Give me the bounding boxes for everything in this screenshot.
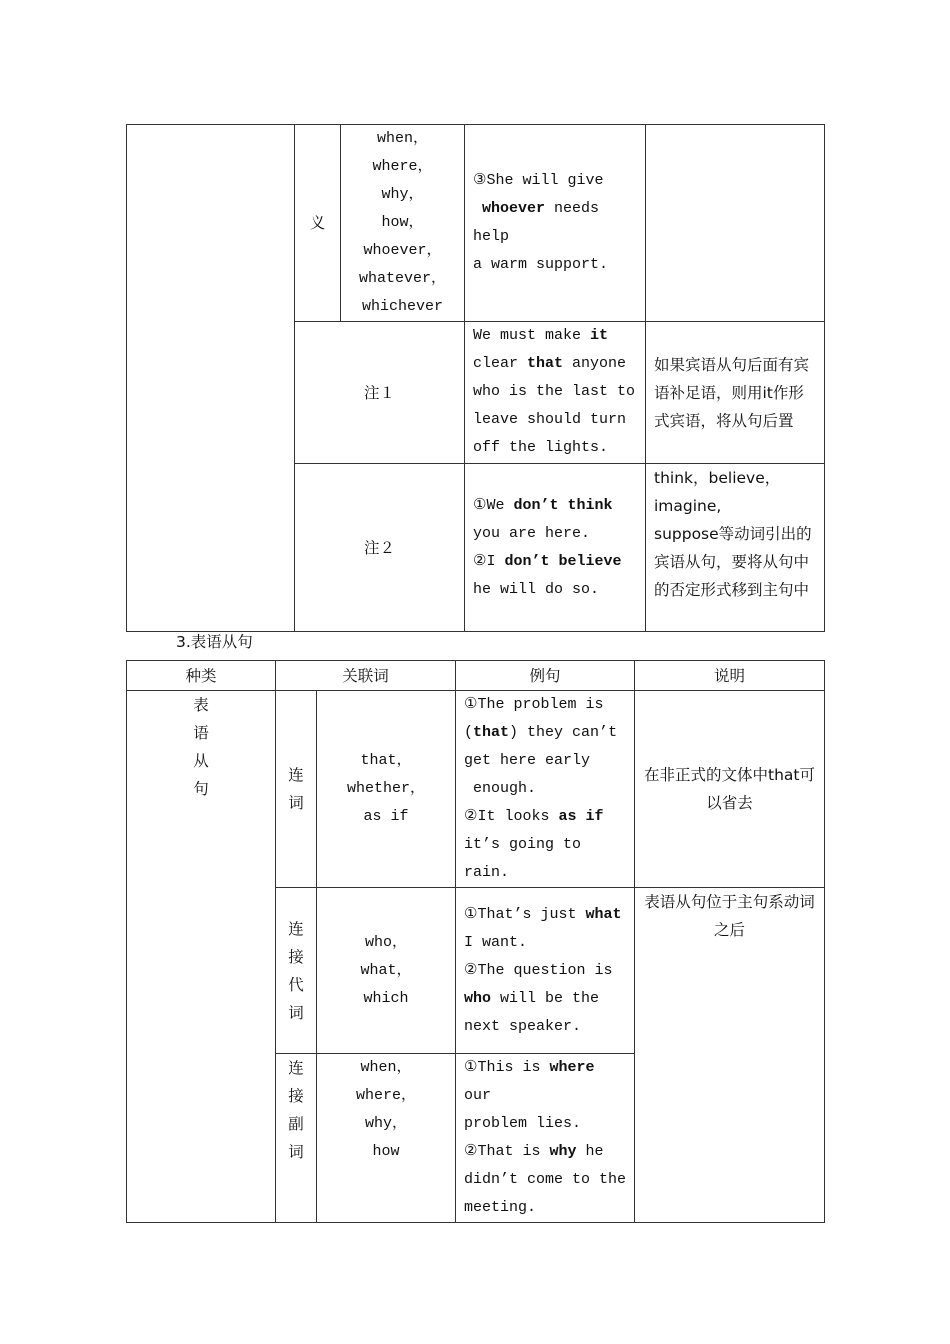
keyword-bold: don’t think	[513, 496, 613, 514]
example-text: ①We	[473, 496, 514, 514]
connector-word: as if	[363, 808, 409, 825]
type-char: 词	[288, 1003, 304, 1022]
note-text: 如果宾语从句后面有宾语补足语，则用it作形式宾语，将从句后置	[654, 355, 810, 430]
column-header: 说明	[635, 661, 825, 691]
example-cell	[456, 888, 635, 1054]
type-char: 连	[288, 766, 304, 784]
type-char: 副	[288, 1115, 304, 1133]
example-line	[464, 985, 628, 1013]
example-cell	[456, 691, 635, 888]
type-char: 代	[288, 975, 304, 994]
example-line: ③She will give	[473, 172, 604, 189]
example-text: enough.	[473, 780, 537, 797]
example-line	[473, 350, 639, 378]
section-heading: 3.表语从句	[176, 633, 253, 651]
category-suffix: 义	[309, 214, 326, 232]
example-line: problem lies.	[464, 1115, 582, 1132]
example-line	[464, 901, 628, 929]
connector-word: who，	[365, 933, 408, 951]
note-cell	[635, 888, 825, 1223]
connector-word: why，	[381, 186, 424, 203]
type-char: 词	[288, 1143, 304, 1161]
keyword-bold: as if	[558, 808, 604, 825]
example-text: our	[464, 1087, 492, 1104]
note-text: suppose等动词引出的宾语从句，要将从句中的否定形式移到主句中	[654, 525, 812, 599]
connectors-cell	[317, 691, 456, 888]
connector-word: whichever	[361, 298, 443, 315]
connectors-cell	[317, 888, 456, 1054]
table-row	[127, 125, 825, 322]
example-line: rain.	[464, 864, 510, 881]
category-suffix-cell	[295, 125, 341, 322]
example-cell	[465, 464, 646, 632]
connector-word: when，	[376, 130, 428, 147]
category-char: 句	[193, 780, 209, 798]
example-line	[473, 195, 639, 251]
example-line: ①The problem is	[464, 696, 604, 713]
example-text: clear	[473, 355, 528, 372]
connector-word: when，	[360, 1059, 412, 1076]
example-text: will be the	[491, 989, 600, 1007]
note-label: 注１	[363, 383, 395, 402]
keyword-bold: that	[527, 355, 564, 372]
connectors-cell	[341, 125, 465, 322]
note-label-cell	[295, 322, 465, 464]
example-text: he	[576, 1143, 604, 1160]
type-char: 连	[288, 1059, 304, 1077]
example-text: We must make	[473, 327, 591, 344]
connector-word: whether，	[347, 780, 426, 797]
connector-word: whoever，	[363, 242, 442, 259]
example-line	[464, 1138, 628, 1166]
note-cell-empty	[646, 125, 825, 322]
keyword-bold: that	[473, 724, 510, 741]
type-char: 接	[288, 947, 304, 966]
keyword-bold: what	[585, 905, 622, 923]
note-cell	[635, 691, 825, 888]
connector-word: whatever，	[358, 270, 446, 287]
predicative-clause-table	[126, 660, 825, 1223]
note-cell	[646, 464, 825, 632]
example-text: ②I	[473, 552, 505, 570]
example-line	[464, 1054, 628, 1110]
category-cell-empty	[127, 125, 295, 632]
note-label: 注２	[363, 538, 395, 557]
connector-word: why，	[365, 1115, 408, 1132]
connector-word: what，	[360, 961, 412, 979]
example-line: you are here.	[473, 524, 591, 542]
keyword-bold: why	[549, 1143, 577, 1160]
type-char: 接	[288, 1087, 304, 1105]
example-line: off the lights.	[473, 439, 609, 456]
category-char: 语	[193, 724, 209, 742]
table-row	[127, 691, 825, 888]
note-text: imagine,	[654, 497, 722, 515]
type-char: 词	[288, 794, 304, 812]
keyword-bold: don’t believe	[504, 552, 622, 570]
column-header: 种类	[127, 661, 276, 691]
note-text: 表语从句位于主句系动词之后	[644, 893, 815, 939]
example-text: (	[464, 724, 474, 741]
connector-word: where，	[356, 1087, 417, 1104]
column-header: 例句	[456, 661, 635, 691]
example-line	[464, 803, 628, 831]
example-line: next speaker.	[464, 1017, 582, 1035]
example-line: I want.	[464, 933, 528, 951]
example-line	[473, 548, 639, 576]
note-text: think，believe，	[654, 469, 781, 487]
object-clause-table-continued	[126, 124, 825, 632]
example-line: meeting.	[464, 1199, 537, 1216]
connector-word: how，	[381, 214, 424, 231]
keyword-bold: who	[464, 989, 492, 1007]
note-cell	[646, 322, 825, 464]
example-text: ) they can’t	[509, 724, 618, 741]
connector-type-cell	[276, 888, 317, 1054]
example-text: needs help	[473, 200, 600, 245]
type-char: 连	[288, 919, 304, 938]
example-line: it’s going to	[464, 836, 582, 853]
keyword-bold: where	[549, 1059, 595, 1076]
example-text: ②It looks	[464, 808, 559, 825]
connector-word: which	[363, 989, 409, 1007]
example-text: ①That’s just	[464, 905, 586, 923]
example-cell	[456, 1054, 635, 1223]
example-text: ②That is	[464, 1143, 550, 1160]
connector-word: where，	[372, 158, 433, 175]
example-line	[464, 775, 628, 803]
keyword-bold: whoever	[482, 200, 546, 217]
category-char: 表	[193, 696, 209, 714]
connectors-cell	[317, 1054, 456, 1223]
example-line: get here early	[464, 752, 591, 769]
example-line: leave should turn	[473, 411, 627, 428]
example-line: he will do so.	[473, 580, 600, 598]
category-char: 从	[193, 752, 209, 770]
category-cell	[127, 691, 276, 1223]
example-cell	[465, 125, 646, 322]
note-label-cell	[295, 464, 465, 632]
example-text: ①This is	[464, 1059, 550, 1076]
note-text: 在非正式的文体中that可以省去	[644, 766, 815, 812]
example-line	[473, 322, 639, 350]
example-line: ②The question is	[464, 961, 613, 979]
connector-type-cell	[276, 691, 317, 888]
column-header: 关联词	[276, 661, 456, 691]
example-line: didn’t come to the	[464, 1171, 627, 1188]
connector-word: how	[372, 1143, 400, 1160]
table-header-row	[127, 661, 825, 691]
keyword-bold: it	[590, 327, 609, 344]
example-line: who is the last to	[473, 383, 636, 400]
example-line	[473, 492, 639, 520]
connector-type-cell	[276, 1054, 317, 1223]
connector-word: that，	[360, 752, 412, 769]
example-line: a warm support.	[473, 256, 609, 273]
example-text: anyone	[563, 355, 627, 372]
example-line	[464, 719, 628, 747]
example-cell	[465, 322, 646, 464]
